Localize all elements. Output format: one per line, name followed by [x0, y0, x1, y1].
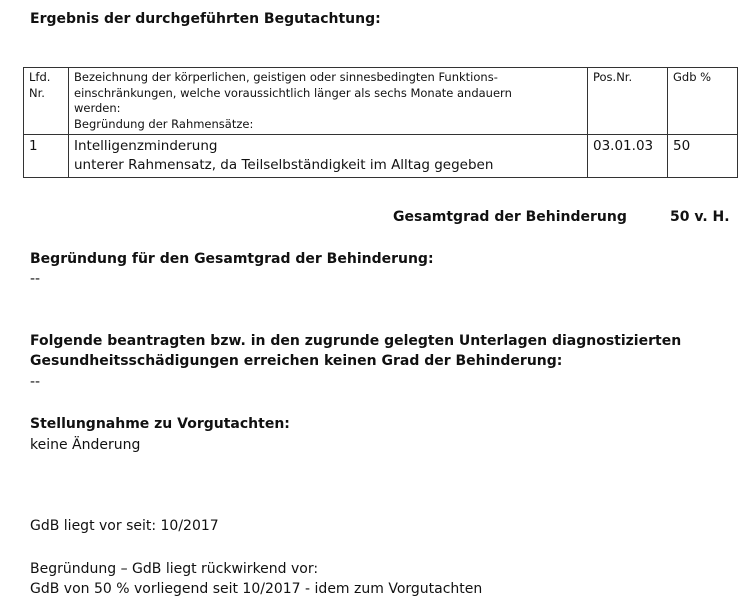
stellungnahme-heading: Stellungnahme zu Vorgutachten:: [30, 416, 290, 432]
header-bezeichnung: Bezeichnung der körperlichen, geistigen oder sinnesbedingten Funktions- einschränkungen, welche voraussichtlich länger als sechs Monate andauern werden: Begründung der Rahmensätze:: [69, 68, 588, 135]
cell-beschreibung: Intelligenzminderung unterer Rahmensatz, da Teilselbständigkeit im Alltag gegeben: [69, 135, 588, 178]
gdb-seit-text: GdB liegt vor seit: 10/2017: [30, 518, 219, 534]
header-lfd-nr: Lfd. Nr.: [24, 68, 69, 135]
gesamtgrad-value: 50 v. H.: [670, 209, 730, 225]
assessment-table: [23, 67, 738, 178]
begruendung-gesamt-text: --: [30, 271, 41, 287]
rueckwirkend-line1: Begründung – GdB liegt rückwirkend vor:: [30, 561, 319, 577]
cell-nr: 1: [24, 135, 69, 178]
begruendung-gesamt-heading: Begründung für den Gesamtgrad der Behinderung:: [30, 251, 434, 267]
rueckwirkend-line2: GdB von 50 % vorliegend seit 10/2017 - idem zum Vorgutachten: [30, 581, 483, 597]
folgende-text: --: [30, 374, 41, 390]
document-title: Ergebnis der durchgeführten Begutachtung:: [30, 11, 381, 27]
header-gdb: Gdb %: [668, 68, 738, 135]
gesamtgrad-label: Gesamtgrad der Behinderung: [393, 209, 627, 225]
stellungnahme-text: keine Änderung: [30, 437, 141, 453]
cell-gdb: 50: [668, 135, 738, 178]
folgende-heading: Folgende beantragten bzw. in den zugrunde gelegten Unterlagen diagnostizierten Gesundheitsschädigungen erreichen keinen Grad der Behinderung:: [30, 333, 682, 369]
cell-pos-nr: 03.01.03: [588, 135, 668, 178]
table-header-row: [24, 68, 738, 135]
table-row: [24, 135, 738, 178]
header-pos-nr: Pos.Nr.: [588, 68, 668, 135]
